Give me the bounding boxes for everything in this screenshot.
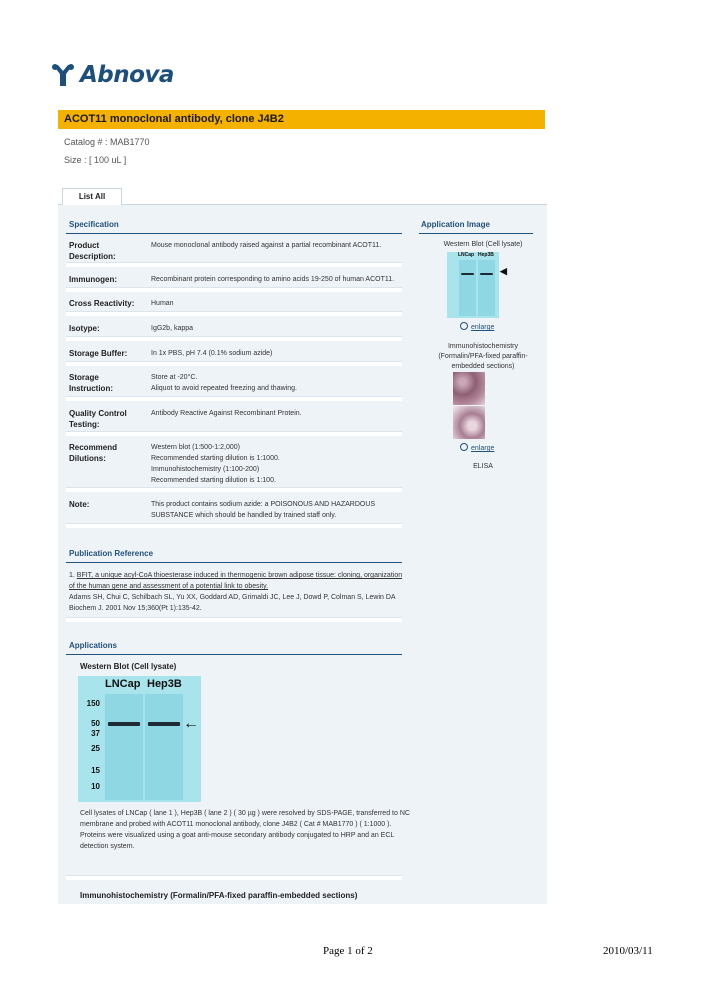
western-blot-title: Western Blot (Cell lysate) [80,662,177,671]
spec-value-note: This product contains sodium azide: a POISONOUS AND HAZARDOUS SUBSTANCE which should be handled by trained staff only. [151,501,376,519]
blot-band-lane-1 [108,722,140,726]
spec-label-isotype: Isotype: [69,324,100,333]
mw-marker: 37 [91,729,100,738]
product-size: Size : [ 100 uL ] [64,155,127,165]
application-image-heading: Application Image [421,220,490,229]
abnova-logo [50,60,174,90]
row-separator [66,875,402,880]
blot-lane-1 [105,694,143,800]
blot-arrow-icon: ← [183,715,199,732]
spec-label-immunogen: Immunogen: [69,275,117,284]
row-separator [66,287,402,292]
publication-heading: Publication Reference [69,549,154,558]
blot-lane-2 [145,694,183,800]
western-blot-thumbnail[interactable] [447,252,499,318]
publication-authors: Adams SH, Chui C, Schilbach SL, Yu XX, Goddard AD, Grimaldi JC, Lee J, Dowd P, Colman S, Lewin DA Biochem J. 2001 Nov 15;360(Pt 1):135-42. [69,594,396,612]
spec-value-quality-control: Antibody Reactive Against Recombinant Protein. [151,410,302,417]
row-separator [66,262,402,267]
antibody-logo-icon [50,62,76,88]
row-separator [66,336,402,341]
thumb-lane [478,260,495,316]
ihc-thumbnail-2[interactable] [453,406,485,439]
spec-value-storage-instruction: Store at -20°C. Aliquot to avoid repeated freezing and thawing. [151,374,297,392]
thumb-arrow-icon: ◀ [500,266,507,276]
row-separator [66,617,402,622]
mw-marker: 50 [91,719,100,728]
enlarge-link-ihc[interactable] [460,443,494,452]
specification-heading: Specification [69,220,119,229]
spec-label-storage-instruction: Storage Instruction: [69,373,113,393]
enlarge-link-western[interactable] [460,322,494,331]
western-blot-caption: Cell lysates of LNCap ( lane 1 ), Hep3B ( lane 2 ) ( 30 µg ) were resolved by SDS-PAGE, transferred to NC membrane and probed with ACOT11 monoclonal antibody, clone J4B2 ( Cat # MAB1770 ) ( 1:1000 ). Proteins were visualized using a goat anti-mouse secondary antibody conjugated to HRP and an ECL detection system. [80,810,410,850]
spec-value-isotype: IgG2b, kappa [151,325,194,332]
western-blot-image [78,676,201,802]
side-caption-western: Western Blot (Cell lysate) [443,241,523,248]
thumb-lane-label: Hep3B [478,252,494,258]
thumb-lane [459,260,476,316]
specification-rule [66,233,402,234]
page-number: Page 1 of 2 [323,945,373,957]
thumb-lane-label: LNCap [458,252,475,258]
publication-entry [69,570,409,614]
tab-list-all[interactable]: List All [62,188,122,205]
publication-rule [66,562,402,563]
spec-label-note: Note: [69,500,90,509]
lane-label-lncap: LNCap [105,678,141,690]
row-separator [66,523,402,528]
row-separator [66,431,402,436]
side-caption-elisa: ELISA [473,463,493,470]
enlarge-label: enlarge [471,445,495,452]
magnifier-icon [460,322,468,330]
row-separator [66,487,402,492]
enlarge-label: enlarge [471,324,495,331]
product-title: ACOT11 monoclonal antibody, clone J4B2 [64,113,284,125]
mw-marker: 25 [91,744,100,753]
row-separator [66,311,402,316]
row-separator [66,396,402,401]
brand-name: Abnova [80,62,174,88]
mw-marker: 10 [91,782,100,791]
publication-link[interactable]: BFIT, a unique acyl-CoA thioesterase induced in thermogenic brown adipose tissue: cloning, organization of the human gene and assessment of a potential link to obesity. [69,572,403,590]
mw-marker: 15 [91,766,100,775]
spec-value-dilutions: Western blot (1:500-1:2,000) Recommended starting dilution is 1:1000. Immunohistochemistry (1:100-200) Recommended starting dilution is 1:100. [151,444,280,484]
magnifier-icon [460,443,468,451]
publication-number: 1. [69,572,75,579]
thumb-band [461,273,474,275]
spec-label-quality-control: Quality Control Testing: [69,409,127,429]
spec-label-cross-reactivity: Cross Reactivity: [69,299,135,308]
spec-label-description: Product Description: [69,241,116,261]
applications-rule [66,654,402,655]
spec-value-immunogen: Recombinant protein corresponding to amino acids 19-250 of human ACOT11. [151,276,395,283]
mw-marker: 150 [86,699,100,708]
side-caption-ihc: Immunohistochemistry (Formalin/PFA-fixed paraffin-embedded sections) [438,343,528,370]
applications-heading: Applications [69,641,118,650]
lane-label-hep3b: Hep3B [147,678,182,690]
spec-value-cross-reactivity: Human [151,300,174,307]
spec-value-description: Mouse monoclonal antibody raised against a partial recombinant ACOT11. [151,242,382,249]
spec-label-dilutions: Recommend Dilutions: [69,443,118,463]
row-separator [66,361,402,366]
print-date: 2010/03/11 [603,945,653,957]
application-image-rule [419,233,533,234]
ihc-title: Immunohistochemistry (Formalin/PFA-fixed paraffin-embedded sections) [80,891,358,900]
spec-label-storage-buffer: Storage Buffer: [69,349,128,358]
thumb-band [480,273,493,275]
ihc-thumbnail-1[interactable] [453,372,485,405]
catalog-number: Catalog # : MAB1770 [64,137,150,147]
product-title-bar [58,110,545,129]
spec-value-storage-buffer: In 1x PBS, pH 7.4 (0.1% sodium azide) [151,350,273,357]
blot-band-lane-2 [148,722,180,726]
